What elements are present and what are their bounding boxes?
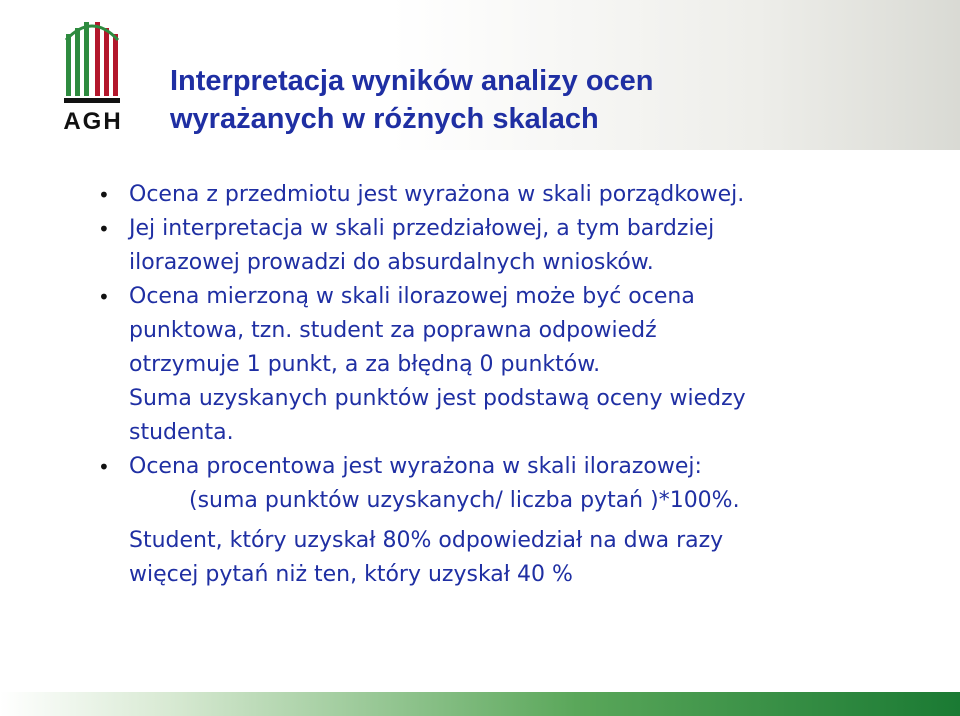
bullet-text: Ocena mierzoną w skali ilorazowej może być ocena — [129, 284, 695, 309]
agh-logo — [58, 18, 128, 138]
conclusion-text — [129, 524, 929, 592]
title-line-1: Interpretacja wyników analizy ocen — [170, 65, 654, 97]
bullet-list — [95, 178, 915, 518]
bullet-icon: • — [98, 285, 110, 309]
bullet-icon: • — [98, 217, 110, 241]
bullet-item — [95, 450, 915, 518]
bullet-icon: • — [98, 183, 110, 207]
conclusion-line-2: więcej pytań niż ten, który uzyskał 40 % — [129, 562, 573, 587]
formula-text: (suma punktów uzyskanych/ liczba pytań )*100%. — [189, 488, 740, 513]
bullet-text: Jej interpretacja w skali przedziałowej, a tym bardziej — [129, 216, 715, 241]
bullet-text: punktowa, tzn. student za poprawna odpowiedź — [129, 318, 657, 343]
bullet-text: Ocena z przedmiotu jest wyrażona w skali porządkowej. — [129, 182, 745, 207]
bullet-text: ilorazowej prowadzi do absurdalnych wniosków. — [129, 250, 654, 275]
page-title — [170, 62, 930, 138]
agh-logo-icon — [58, 18, 128, 106]
bullet-text: Suma uzyskanych punktów jest podstawą oceny wiedzy — [129, 386, 746, 411]
logo-text: AGH — [63, 108, 123, 135]
footer-bar — [0, 692, 960, 716]
bullet-item — [95, 212, 915, 280]
bullet-text: otrzymuje 1 punkt, a za błędną 0 punktów. — [129, 352, 601, 377]
bullet-item — [95, 178, 915, 212]
bullet-item — [95, 280, 915, 450]
title-line-2: wyrażanych w różnych skalach — [170, 103, 599, 135]
conclusion-line-1: Student, który uzyskał 80% odpowiedział na dwa razy — [129, 528, 724, 553]
bullet-text: Ocena procentowa jest wyrażona w skali ilorazowej: — [129, 454, 702, 479]
bullet-icon: • — [98, 455, 110, 479]
bullet-text: studenta. — [129, 420, 234, 445]
